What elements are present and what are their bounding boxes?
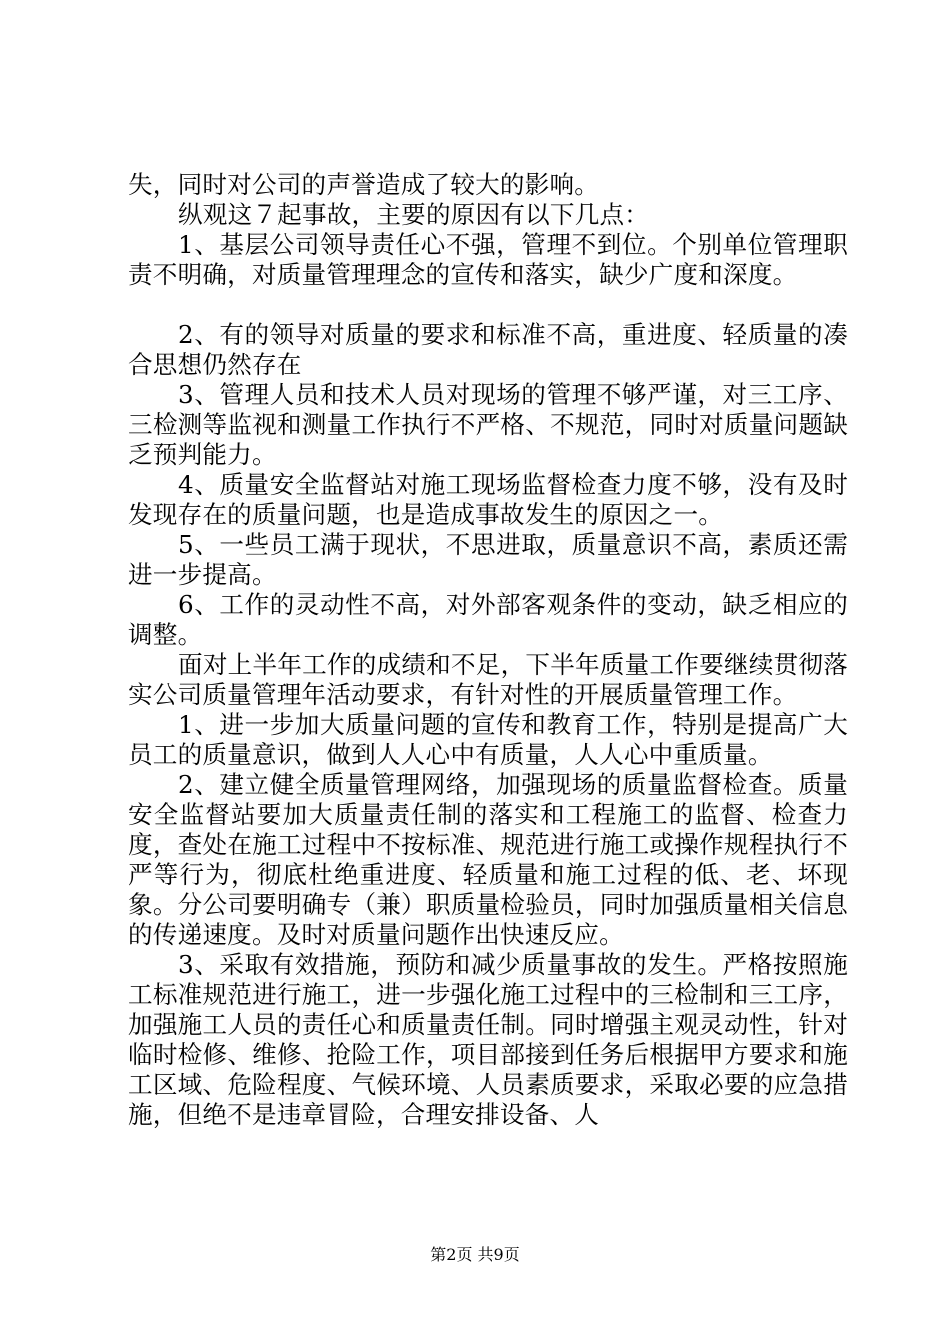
paragraph-cause-1: 1、基层公司领导责任心不强，管理不到位。个别单位管理职责不明确，对质量管理理念的宣传和落实，缺少广度和深度。 [128, 230, 848, 289]
paragraph-continuation: 失，同时对公司的声誉造成了较大的影响。 [128, 170, 600, 199]
paragraph-plan-1: 1、进一步加大质量问题的宣传和教育工作，特别是提高广大员工的质量意识，做到人人心中有质量，人人心中重质量。 [128, 710, 848, 769]
paragraph-cause-2: 2、有的领导对质量的要求和标准不高，重进度、轻质量的凑合思想仍然存在 [128, 320, 848, 379]
paragraph-plan-3: 3、采取有效措施，预防和减少质量事故的发生。严格按照施工标准规范进行施工，进一步强化施工过程中的三检制和三工序，加强施工人员的责任心和质量责任制。同时增强主观灵动性，针对临时检修、维修、抢险工作，项目部接到任务后根据甲方要求和施工区域、危险程度、气候环境、人员素质要求，采取必要的应急措施，但绝不是违章冒险，合理安排设备、人 [128, 950, 848, 1129]
paragraph-plan-2: 2、建立健全质量管理网络，加强现场的质量监督检查。质量安全监督站要加大质量责任制的落实和工程施工的监督、检查力度，查处在施工过程中不按标准、规范进行施工或操作规程执行不严等行为，彻底杜绝重进度、轻质量和施工过程的低、老、坏现象。分公司要明确专（兼）职质量检验员，同时加强质量相关信息的传递速度。及时对质量问题作出快速反应。 [128, 770, 848, 949]
paragraph-cause-6: 6、工作的灵动性不高，对外部客观条件的变动，缺乏相应的调整。 [128, 590, 848, 649]
paragraph-cause-3: 3、管理人员和技术人员对现场的管理不够严谨，对三工序、三检测等监视和测量工作执行不严格、不规范，同时对质量问题缺乏预判能力。 [128, 380, 848, 469]
document-body [128, 170, 848, 1130]
paragraph-cause-5: 5、一些员工满于现状，不思进取，质量意识不高，素质还需进一步提高。 [128, 530, 848, 589]
paragraph-plan-intro: 面对上半年工作的成绩和不足，下半年质量工作要继续贯彻落实公司质量管理年活动要求，有针对性的开展质量管理工作。 [128, 650, 848, 709]
page-number: 第2页 共9页 [430, 1245, 520, 1264]
page-footer [0, 1245, 950, 1265]
paragraph-summary-intro: 纵观这７起事故，主要的原因有以下几点： [178, 200, 650, 229]
paragraph-cause-4: 4、质量安全监督站对施工现场监督检查力度不够，没有及时发现存在的质量问题，也是造成事故发生的原因之一。 [128, 470, 848, 529]
